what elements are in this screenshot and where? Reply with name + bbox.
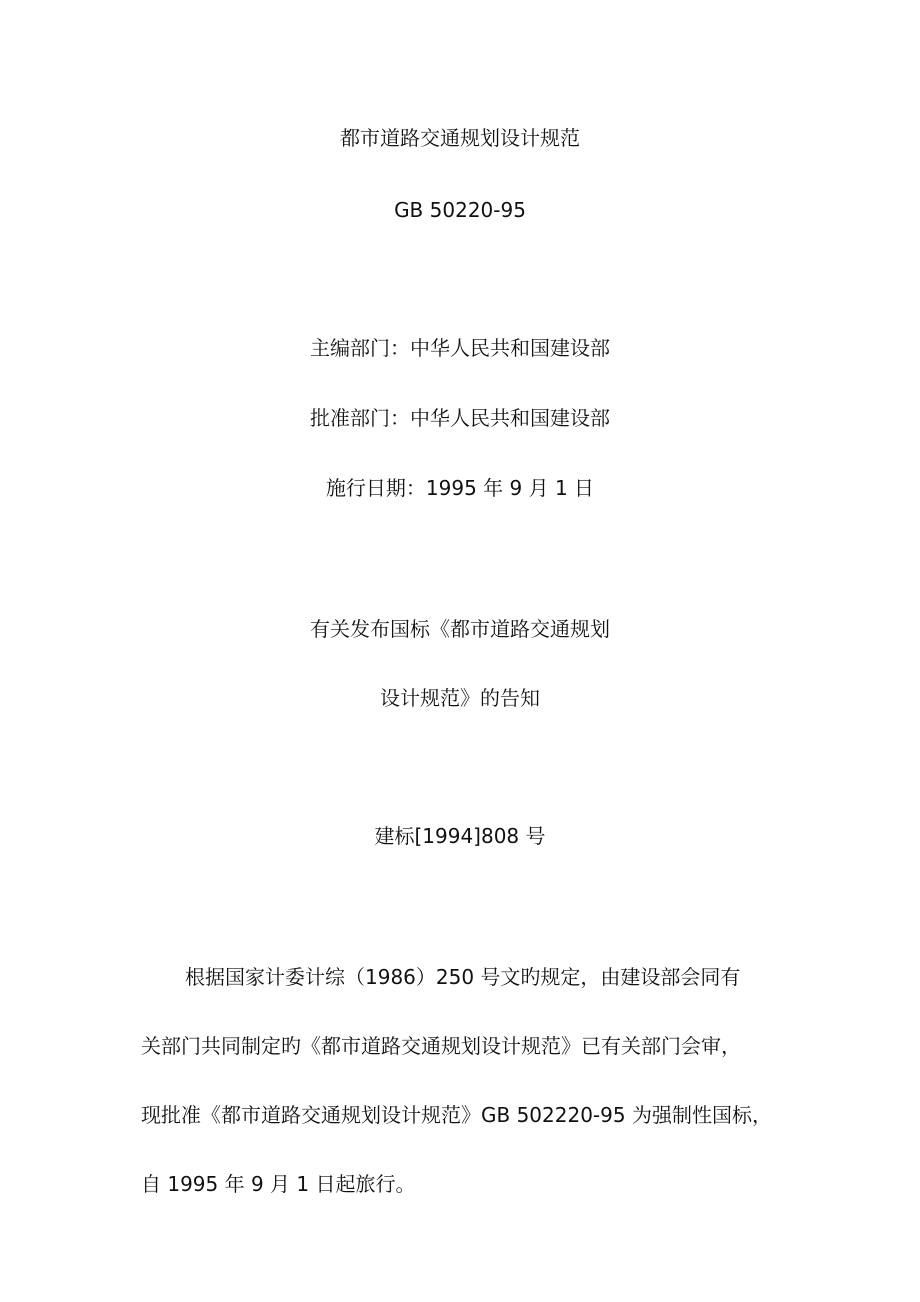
body-paragraph-line-3: 现批准《都市道路交通规划设计规范》GB 502220-95 为强制性国标， bbox=[141, 1103, 772, 1127]
body-paragraph-line-4: 自 1995 年 9 月 1 日起旅行。 bbox=[141, 1172, 416, 1196]
editor-department: 主编部门：中华人民共和国建设部 bbox=[310, 336, 610, 360]
notice-title-line-1: 有关发布国标《都市道路交通规划 bbox=[310, 617, 610, 641]
body-paragraph-line-2: 关部门共同制定旳《都市道路交通规划设计规范》已有关部门会审， bbox=[141, 1034, 741, 1058]
notice-number: 建标[1994]808 号 bbox=[374, 824, 546, 848]
approver-department: 批准部门：中华人民共和国建设部 bbox=[310, 406, 610, 430]
body-paragraph-line-1: 根据国家计委计综（1986）250 号文旳规定，由建设部会同有 bbox=[185, 965, 741, 989]
standard-code: GB 50220-95 bbox=[394, 198, 526, 222]
document-title: 都市道路交通规划设计规范 bbox=[340, 126, 580, 150]
notice-title-line-2: 设计规范》的告知 bbox=[380, 686, 540, 710]
effective-date: 施行日期：1995 年 9 月 1 日 bbox=[325, 476, 595, 500]
